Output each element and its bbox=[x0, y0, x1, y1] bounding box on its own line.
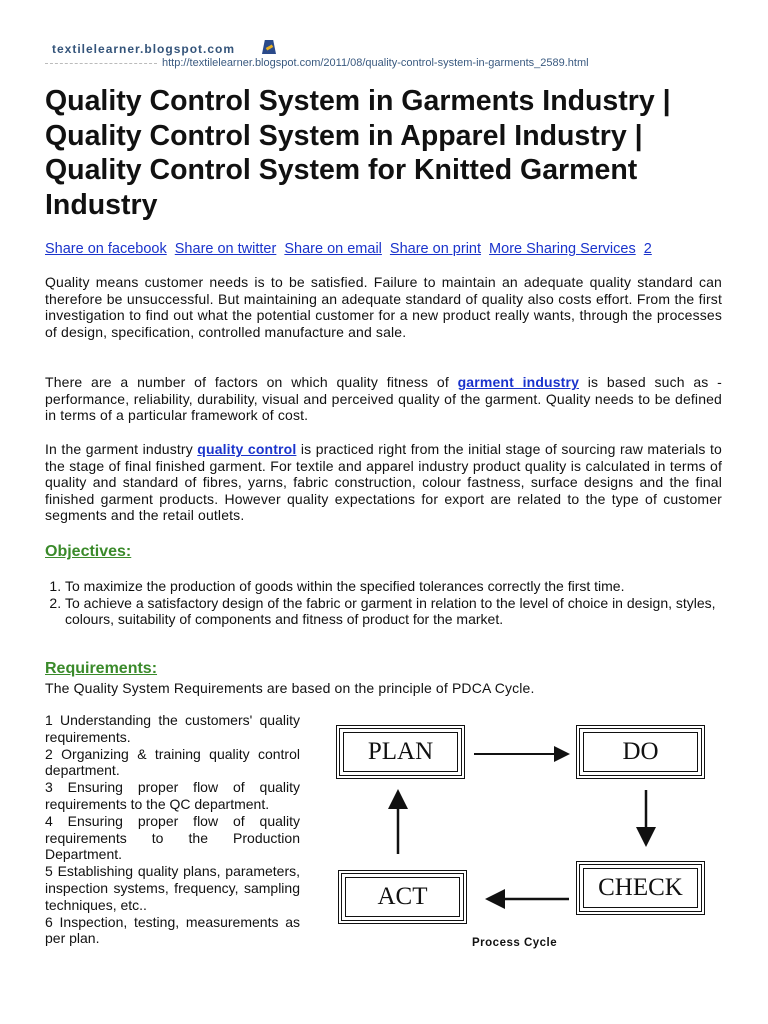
list-item: 2 Organizing & training quality control department. bbox=[45, 745, 300, 779]
requirements-intro: The Quality System Requirements are based on the principle of PDCA Cycle. bbox=[45, 680, 535, 696]
text: In the garment industry bbox=[45, 441, 198, 457]
act-box: ACT bbox=[338, 870, 467, 924]
do-box: DO bbox=[576, 725, 705, 779]
share-print-link[interactable]: Share on print bbox=[389, 241, 482, 257]
list-item: 5 Establishing quality plans, parameters, inspection systems, frequency, sampling techniques, etc.. bbox=[45, 863, 300, 913]
text: is practiced right from the initial stage of sourcing raw materials to the stage of final finished garment. For textile and apparel industry product quality is calculated in terms of quality and standard of fibres, yarns, fabric construction, colour fastness, surface designs and the final finished garment products. However quality expectations for export are related to the type of customer segments and the retail outlets. bbox=[45, 441, 722, 524]
list-item: 1 Understanding the customers' quality requirements. bbox=[45, 712, 300, 745]
diagram-caption: Process Cycle bbox=[472, 937, 558, 949]
garment-industry-link[interactable]: garment industry bbox=[457, 374, 580, 390]
list-item: 2. To achieve a satisfactory design of the fabric or garment in relation to the level of choice in design, styles, colours, suitability of components and fitness of product for the market. bbox=[65, 595, 745, 628]
quality-control-link[interactable]: quality control bbox=[197, 441, 297, 457]
share-email-link[interactable]: Share on email bbox=[284, 241, 382, 257]
share-count-link[interactable]: 2 bbox=[643, 241, 652, 257]
list-item: 1. To maximize the production of goods within the specified tolerances correctly the first time. bbox=[65, 578, 745, 595]
requirements-heading: Requirements: bbox=[45, 660, 158, 677]
plan-box: PLAN bbox=[336, 725, 465, 779]
site-name: textilelearner.blogspot.com bbox=[52, 42, 236, 56]
text: is based such as - performance, reliability, durability, visual and perceived quality of the garment. Quality needs to be defined in terms of a particular framework of cost. bbox=[45, 374, 722, 424]
paragraph-intro: Quality means customer needs is to be satisfied. Failure to maintain an adequate quality standard can therefore be unsuccessful. But maintaining an adequate standard of quality also costs effort. From the first investigation to find out what the potential customer for a new product really wants, through the processes of design, specification, controlled manufacture and sale. bbox=[45, 274, 722, 340]
list-item: 6 Inspection, testing, measurements as per plan. bbox=[45, 913, 300, 947]
objectives-heading: Objectives: bbox=[45, 543, 132, 560]
more-sharing-link[interactable]: More Sharing Services bbox=[489, 241, 636, 257]
source-url[interactable]: http://textilelearner.blogspot.com/2011/08/quality-control-system-in-garments_2589.html bbox=[162, 57, 589, 69]
list-item: 3 Ensuring proper flow of quality requirements to the QC department. bbox=[45, 779, 300, 812]
text: There are a number of factors on which quality fitness of bbox=[45, 374, 458, 390]
check-box: CHECK bbox=[576, 861, 705, 915]
share-facebook-link[interactable]: Share on facebook bbox=[45, 241, 167, 257]
share-twitter-link[interactable]: Share on twitter bbox=[174, 241, 277, 257]
list-item: 4 Ensuring proper flow of quality requirements to the Production Department. bbox=[45, 812, 300, 863]
page-title: Quality Control System in Garments Industry | Quality Control System in Apparel Industry | Quality Control System for Knitted Garment Industry bbox=[45, 85, 671, 221]
